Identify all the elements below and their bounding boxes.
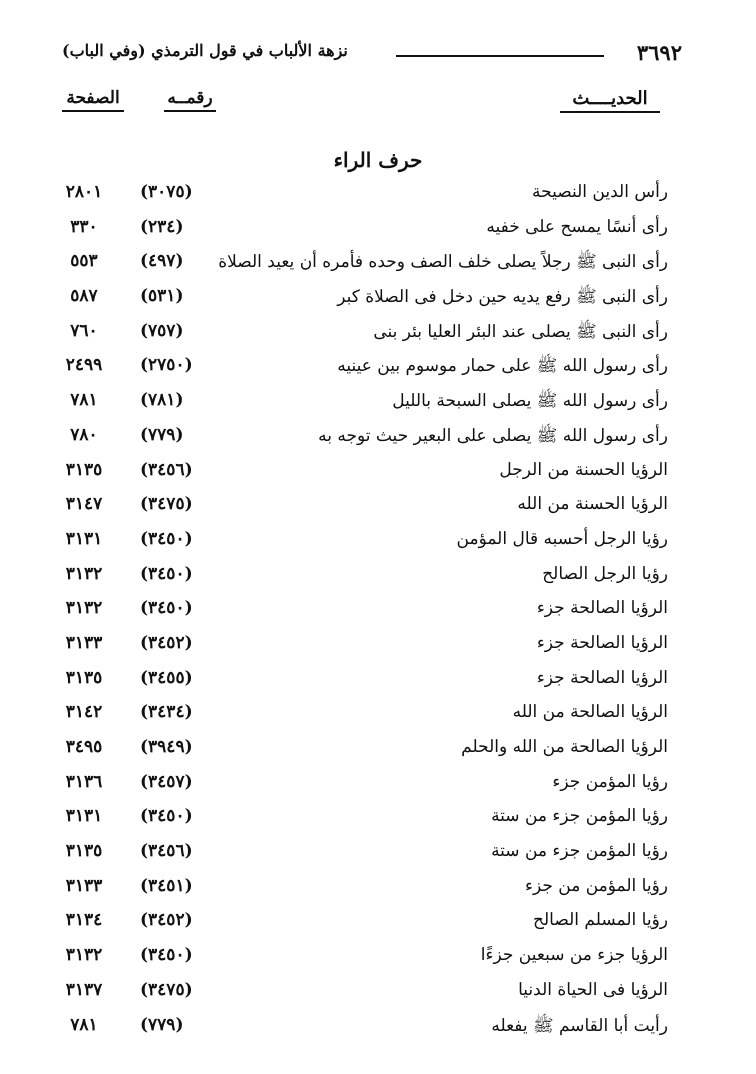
entry-page: ٣١٣٥ bbox=[65, 841, 103, 862]
entry-number: (٣٤٥٦) bbox=[140, 459, 193, 480]
entry-number: (٣٤٥٥) bbox=[140, 667, 193, 688]
column-heading-number: رقمــه bbox=[164, 88, 216, 112]
entry-number: (٣٤٥٠) bbox=[140, 528, 193, 549]
entry-row bbox=[0, 766, 756, 801]
entry-row bbox=[0, 800, 756, 835]
entry-page: ٥٥٣ bbox=[70, 251, 98, 272]
entry-number: (٣٤٥٠) bbox=[140, 945, 193, 966]
entry-text: رؤيا الرجل أحسبه قال المؤمن bbox=[456, 528, 668, 549]
entry-text: الرؤيا الحسنة من الله bbox=[517, 494, 668, 515]
entry-text: رأى النبى ﷺ رفع يديه حين دخل فى الصلاة كبر bbox=[337, 287, 668, 308]
entry-number: (٣٠٧٥) bbox=[140, 182, 193, 202]
entry-page: ٣١٣٦ bbox=[65, 771, 103, 792]
entry-page: ٣١٣٧ bbox=[65, 979, 103, 1000]
entry-text: رؤيا المؤمن جزء bbox=[552, 771, 668, 792]
entry-page: ٣١٣٢ bbox=[65, 945, 103, 966]
entry-text: الرؤيا الحسنة من الرجل bbox=[499, 459, 668, 480]
entry-text: الرؤيا الصالحة جزء bbox=[536, 598, 668, 619]
page-number: ٣٦٩٢ bbox=[636, 40, 682, 65]
entry-page: ٣١٣٥ bbox=[65, 667, 103, 688]
entry-row bbox=[0, 419, 756, 454]
entry-number: (٣٤٥٧) bbox=[140, 771, 193, 792]
entry-page: ٣٣٠ bbox=[70, 216, 98, 237]
entry-number: (٢٧٥٠) bbox=[140, 355, 193, 376]
entry-number: (٣٤٥٠) bbox=[140, 563, 193, 584]
entry-row bbox=[0, 211, 756, 246]
entry-number: (٤٩٧) bbox=[140, 251, 184, 272]
entry-text: الرؤيا فى الحياة الدنيا bbox=[518, 979, 668, 1000]
entry-page: ٣١٣٢ bbox=[65, 563, 103, 584]
entry-number: (٣٤٥٦) bbox=[140, 841, 193, 862]
entry-page: ٣١٣٢ bbox=[65, 598, 103, 619]
entry-page: ٣١٣٤ bbox=[65, 910, 103, 931]
entry-number: (٧٥٧) bbox=[140, 320, 184, 341]
entry-page: ٢٨٠١ bbox=[65, 182, 103, 202]
header-rule bbox=[396, 55, 604, 57]
entry-number: (٣٤٥٠) bbox=[140, 598, 193, 619]
entry-text: رأى النبى ﷺ يصلى عند البئر العليا بئر بنى bbox=[373, 321, 668, 342]
entry-list bbox=[0, 176, 756, 1043]
entry-row bbox=[0, 523, 756, 558]
entry-text: الرؤيا الصالحة جزء bbox=[536, 632, 668, 653]
entry-page: ٣١٤٢ bbox=[65, 702, 103, 723]
entry-page: ٣١٣٥ bbox=[65, 459, 103, 480]
entry-number: (٥٣١) bbox=[140, 286, 184, 307]
entry-text: رأيت أبا القاسم ﷺ يفعله bbox=[491, 1015, 668, 1036]
entry-row bbox=[0, 731, 756, 766]
entry-number: (٣٤٥٢) bbox=[140, 910, 193, 931]
entry-number: (٣٤٣٤) bbox=[140, 702, 193, 723]
entry-page: ٥٨٧ bbox=[70, 286, 98, 307]
entry-number: (٣٤٥١) bbox=[140, 875, 193, 896]
entry-text: الرؤيا جزء من سبعين جزءًا bbox=[480, 945, 668, 966]
entry-page: ٧٨١ bbox=[70, 1014, 98, 1035]
column-heading-page: الصفحة bbox=[62, 88, 124, 112]
section-title: حرف الراء bbox=[333, 148, 423, 172]
entry-text: رؤيا المؤمن جزء من ستة bbox=[491, 841, 668, 862]
entry-number: (٣٩٤٩) bbox=[140, 737, 193, 757]
entry-row bbox=[0, 1009, 756, 1044]
entry-row bbox=[0, 696, 756, 731]
entry-row bbox=[0, 939, 756, 974]
entry-page: ٣١٤٧ bbox=[65, 494, 103, 515]
entry-row bbox=[0, 592, 756, 627]
entry-number: (٧٨١) bbox=[140, 390, 184, 411]
entry-number: (٣٤٥٠) bbox=[140, 806, 193, 827]
entry-row bbox=[0, 245, 756, 280]
entry-page: ٣١٣١ bbox=[65, 806, 103, 827]
entry-text: الرؤيا الصالحة جزء bbox=[536, 667, 668, 688]
entry-page: ٢٤٩٩ bbox=[65, 355, 103, 376]
entry-row bbox=[0, 558, 756, 593]
entry-page: ٣٤٩٥ bbox=[65, 737, 103, 757]
entry-text: رأى رسول الله ﷺ على حمار موسوم بين عينيه bbox=[337, 356, 668, 377]
entry-row bbox=[0, 176, 756, 211]
entry-row bbox=[0, 315, 756, 350]
entry-text: رؤيا المؤمن جزء من ستة bbox=[491, 806, 668, 827]
entry-text: الرؤيا الصالحة من الله bbox=[512, 702, 668, 723]
entry-row bbox=[0, 280, 756, 315]
entry-text: رؤيا المؤمن من جزء bbox=[524, 875, 668, 896]
column-heading-hadith: الحديــــث bbox=[560, 88, 660, 113]
entry-row bbox=[0, 974, 756, 1009]
entry-text: رأى النبى ﷺ رجلاً يصلى خلف الصف وحده فأمره أن يعيد الصلاة bbox=[218, 252, 668, 273]
entry-text: الرؤيا الصالحة من الله والحلم bbox=[461, 737, 668, 757]
entry-row bbox=[0, 454, 756, 489]
entry-row bbox=[0, 835, 756, 870]
entry-text: رأى أنسًا يمسح على خفيه bbox=[486, 216, 668, 237]
book-title: نزهة الألباب في قول الترمذي (وفي الباب) bbox=[62, 41, 348, 60]
entry-row bbox=[0, 384, 756, 419]
entry-number: (٣٤٧٥) bbox=[140, 979, 193, 1000]
entry-page: ٣١٣١ bbox=[65, 528, 103, 549]
entry-text: رأى رسول الله ﷺ يصلى السبحة بالليل bbox=[392, 391, 668, 412]
entry-row bbox=[0, 870, 756, 905]
entry-row bbox=[0, 904, 756, 939]
entry-number: (٧٧٩) bbox=[140, 1014, 184, 1035]
entry-page: ٧٨٠ bbox=[70, 424, 98, 445]
entry-row bbox=[0, 349, 756, 384]
entry-row bbox=[0, 488, 756, 523]
entry-row bbox=[0, 627, 756, 662]
entry-page: ٣١٣٣ bbox=[65, 875, 103, 896]
entry-number: (٧٧٩) bbox=[140, 424, 184, 445]
entry-row bbox=[0, 662, 756, 697]
entry-page: ٣١٣٣ bbox=[65, 632, 103, 653]
entry-page: ٧٨١ bbox=[70, 390, 98, 411]
entry-text: رؤيا المسلم الصالح bbox=[533, 910, 668, 931]
entry-number: (٣٤٧٥) bbox=[140, 494, 193, 515]
entry-text: رأس الدين النصيحة bbox=[532, 182, 668, 202]
entry-text: رأى رسول الله ﷺ يصلى على البعير حيث توجه به bbox=[318, 425, 668, 446]
entry-text: رؤيا الرجل الصالح bbox=[542, 563, 668, 584]
entry-number: (٣٤٥٢) bbox=[140, 632, 193, 653]
running-header bbox=[62, 38, 682, 68]
column-headings bbox=[60, 88, 660, 124]
entry-number: (٢٣٤) bbox=[140, 216, 184, 237]
entry-page: ٧٦٠ bbox=[70, 320, 98, 341]
